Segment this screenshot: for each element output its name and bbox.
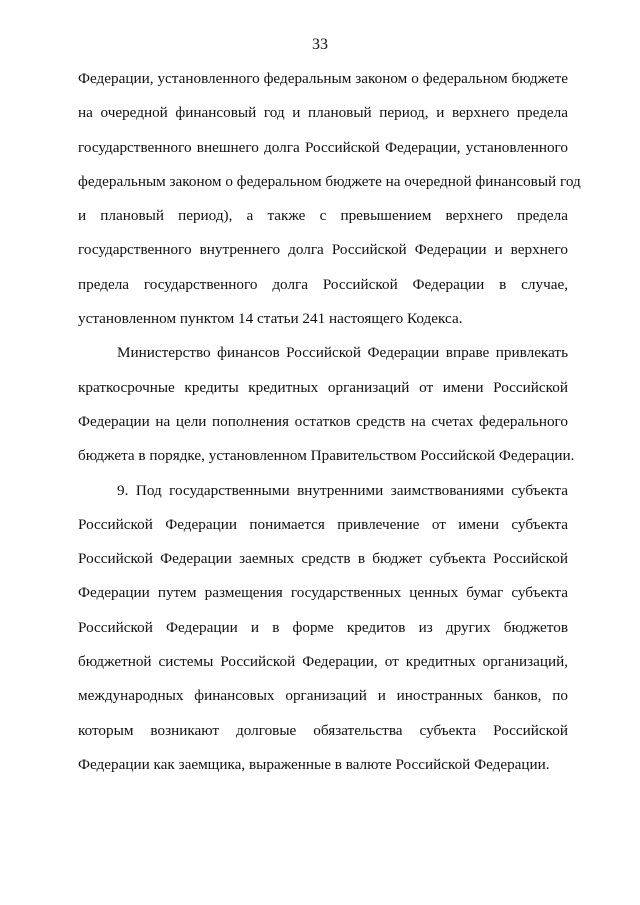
paragraph-clause-9 [78,474,568,783]
text-line: на очередной финансовый год и плановый период, и верхнего предела [78,104,568,122]
text-line: предела государственного долга Российской Федерации в случае, [78,275,568,293]
text-line: Министерство финансов Российской Федерации вправе привлекать [117,344,568,362]
text-line: бюджетной системы Российской Федерации, от кредитных организаций, [78,653,568,671]
text-line: Федерации, установленного федеральным законом о федеральном бюджете [78,70,568,87]
text-line: государственного внутреннего долга Российской Федерации и верхнего [78,241,568,259]
text-line: Российской Федерации понимается привлечение от имени субъекта [78,515,568,533]
text-line: установленном пунктом 14 статьи 241 настоящего Кодекса. [78,310,463,328]
text-line: которым возникают долговые обязательства субъекта Российской [78,721,568,739]
paragraph-ministry [78,336,575,473]
text-line: Российской Федерации и в форме кредитов из других бюджетов [78,618,568,636]
text-line: международных финансовых организаций и иностранных банков, по [78,687,568,705]
text-line: 9. Под государственными внутренними заимствованиями субъекта [117,481,568,499]
text-line: краткосрочные кредиты кредитных организаций от имени Российской [78,378,568,396]
paragraph-continuation [78,62,581,336]
text-line: Федерации путем размещения государственных ценных бумаг субъекта [78,584,568,602]
text-line: Федерации как заемщика, выраженные в валюте Российской Федерации. [78,755,550,773]
text-line: Федерации на цели пополнения остатков средств на счетах федерального [78,412,568,430]
document-body [78,62,581,782]
text-line: бюджета в порядке, установленном Правительством Российской Федерации. [78,447,575,465]
text-line: и плановый период), а также с превышением верхнего предела [78,207,568,225]
page-number: 33 [312,36,328,53]
text-line: федеральным законом о федеральном бюджете на очередной финансовый год [78,172,581,190]
text-line: Российской Федерации заемных средств в бюджет субъекта Российской [78,550,568,568]
text-line: государственного внешнего долга Российской Федерации, установленного [78,138,568,156]
